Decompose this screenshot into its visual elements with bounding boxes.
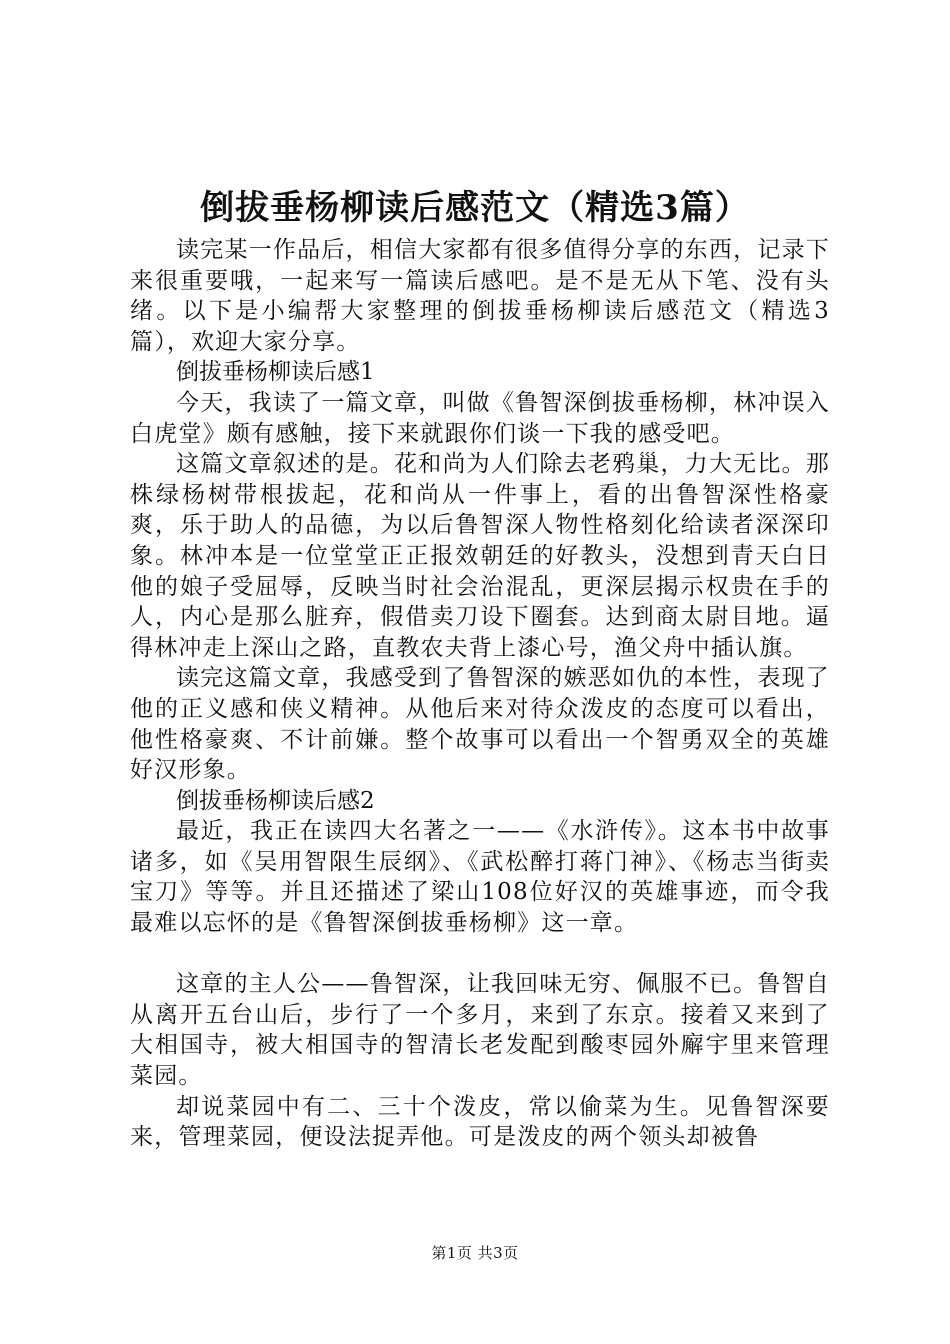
paragraph: 这章的主人公——鲁智深，让我回味无穷、佩服不已。鲁智自从离开五台山后，步行了一个多月，来到了东京。接着又来到了大相国寺，被大相国寺的智清长老发配到酸枣园外廨宇里来管理菜园。 bbox=[130, 971, 830, 1090]
paragraph: 读完这篇文章，我感受到了鲁智深的嫉恶如仇的本性，表现了他的正义感和侠义精神。从他后来对待众泼皮的态度可以看出，他性格豪爽、不计前嫌。整个故事可以看出一个智勇双全的英雄好汉形象。 bbox=[130, 665, 830, 784]
paragraph: 这篇文章叙述的是。花和尚为人们除去老鸦巢，力大无比。那株绿杨树带根拔起，花和尚从一件事上，看的出鲁智深性格豪爽，乐于助人的品德，为以后鲁智深人物性格刻化给读者深深印象。林冲本是一位堂堂正正报效朝廷的好教头，没想到青天白日他的娘子受屈辱，反映当时社会治混乱，更深层揭示权贵在手的人，内心是那么脏弃，假借卖刀设下圈套。达到商太尉目地。逼得林冲走上深山之路，直教农夫背上漆心号，渔父舟中插认旗。 bbox=[130, 451, 830, 661]
paragraph: 却说菜园中有二、三十个泼皮，常以偷菜为生。见鲁智深要来，管理菜园，便设法捉弄他。可是泼皮的两个领头却被鲁 bbox=[130, 1093, 830, 1151]
paragraph: 最近，我正在读四大名著之一——《水浒传》。这本书中故事诸多，如《吴用智限生辰纲》、《武松醉打蒋门神》、《杨志当街卖宝刀》等等。并且还描述了梁山108位好汉的英雄事迹，而令我最难以忘怀的是《鲁智深倒拔垂杨柳》这一章。 bbox=[130, 818, 830, 937]
document-body bbox=[130, 235, 830, 1153]
document-title: 倒拔垂杨柳读后感范文（精选3篇） bbox=[200, 188, 750, 228]
page-footer: 第1页 共3页 bbox=[431, 1244, 519, 1262]
blank-line bbox=[130, 939, 830, 970]
section-heading-1: 倒拔垂杨柳读后感1 bbox=[176, 359, 375, 386]
intro-paragraph: 读完某一作品后，相信大家都有很多值得分享的东西，记录下来很重要哦，一起来写一篇读后感吧。是不是无从下笔、没有头绪。以下是小编帮大家整理的倒拔垂杨柳读后感范文（精选3篇），欢迎大家分享。 bbox=[130, 237, 830, 355]
paragraph: 今天，我读了一篇文章，叫做《鲁智深倒拔垂杨柳，林冲误入白虎堂》颇有感触，接下来就跟你们谈一下我的感受吧。 bbox=[130, 389, 830, 447]
section-heading-2: 倒拔垂杨柳读后感2 bbox=[176, 787, 375, 814]
